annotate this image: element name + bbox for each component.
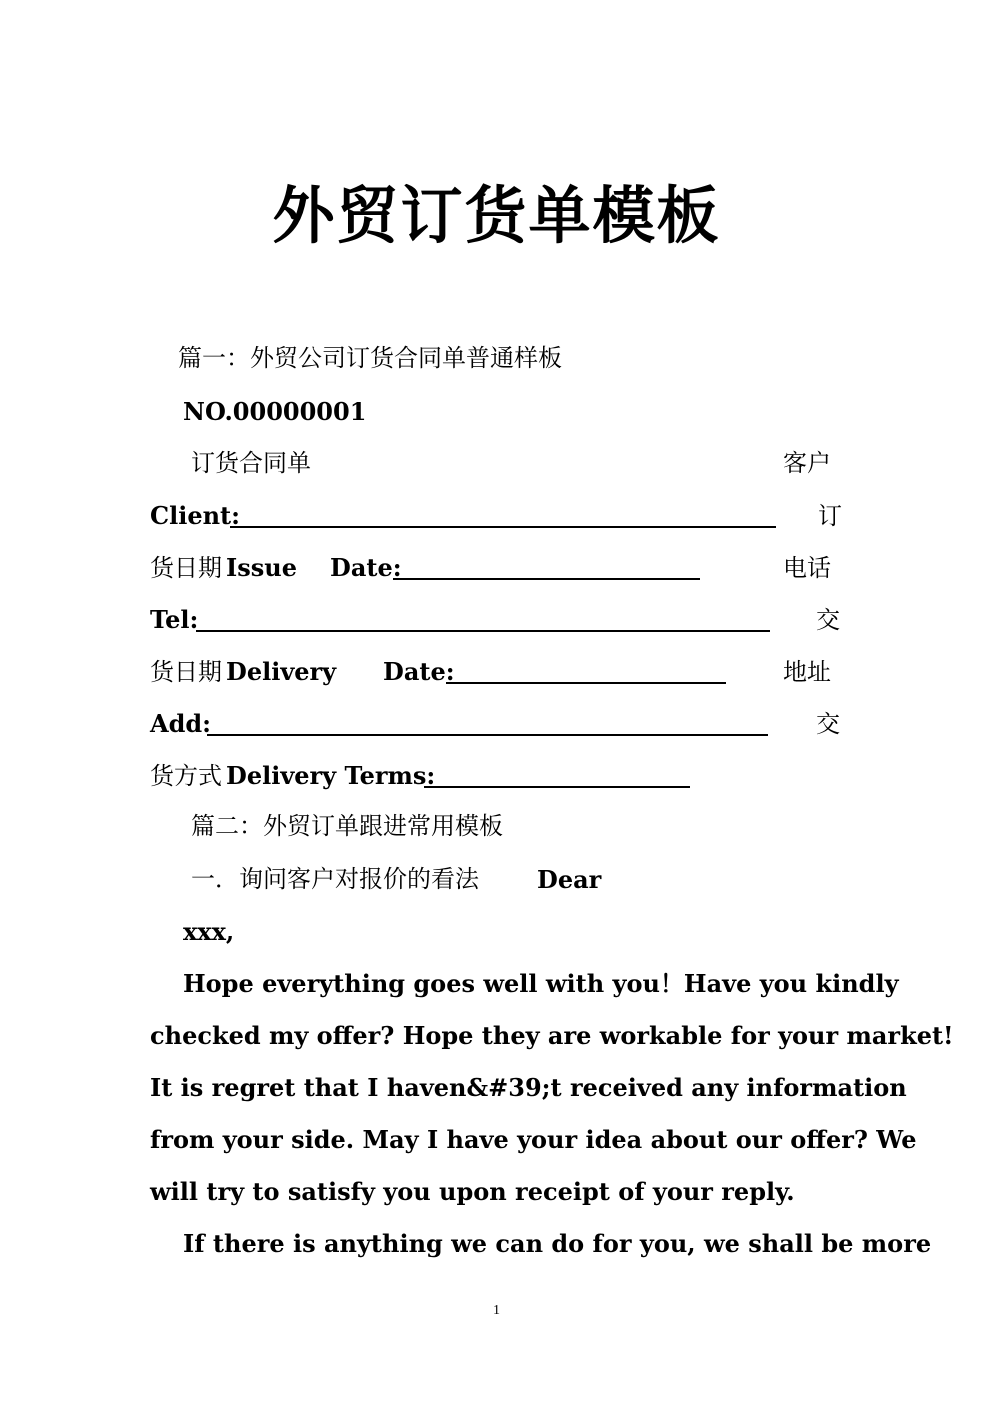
section2-subheading: 一．询问客户对报价的看法 <box>191 865 479 893</box>
paragraph1-line-2: checked my offer? Hope they are workable for your market! <box>150 1021 954 1050</box>
paragraph1-line-3: It is regret that I haven&#39;t received any information <box>150 1073 907 1102</box>
issue-prefix: 货日期 <box>150 554 222 582</box>
terms-prefix-cont: 交 <box>816 710 840 738</box>
delivery-date-row <box>150 655 336 689</box>
delivery-terms-field[interactable] <box>424 786 690 788</box>
issue-label: Issue <box>226 553 297 582</box>
client-field[interactable] <box>230 526 776 528</box>
address-prefix: 地址 <box>783 658 831 686</box>
issue-date-field[interactable] <box>393 578 700 580</box>
salutation-start: Dear <box>537 865 602 894</box>
client-prefix: 客户 <box>783 449 831 477</box>
delivery-date-field[interactable] <box>446 682 726 684</box>
paragraph2-line-1: If there is anything we can do for you, we shall be more <box>183 1229 932 1258</box>
paragraph1-line-1: Hope everything goes well with you！Have you kindly <box>183 969 899 998</box>
paragraph1-line-4: from your side. May I have your idea about our offer? We <box>150 1125 917 1154</box>
terms-prefix: 货方式 <box>150 762 222 790</box>
issue-prefix-cont: 订 <box>818 502 842 530</box>
document-title: 外贸订货单模板 <box>272 179 721 252</box>
tel-field[interactable] <box>196 630 770 632</box>
delivery-label: Delivery <box>226 657 337 686</box>
order-number: NO.00000001 <box>183 397 367 426</box>
delivery-prefix-cont: 交 <box>816 606 840 634</box>
tel-label: Tel: <box>150 605 199 634</box>
delivery-prefix: 货日期 <box>150 658 222 686</box>
section2-heading: 篇二：外贸订单跟进常用模板 <box>191 812 503 840</box>
delivery-terms-row <box>150 759 435 793</box>
paragraph1-line-5: will try to satisfy you upon receipt of your reply. <box>150 1177 795 1206</box>
page-number: 1 <box>493 1303 500 1318</box>
form-title: 订货合同单 <box>191 449 311 477</box>
delivery-date-label: Date: <box>383 657 455 686</box>
terms-label: Delivery Terms: <box>226 761 436 790</box>
section1-heading: 篇一：外贸公司订货合同单普通样板 <box>178 344 562 372</box>
address-field[interactable] <box>207 734 768 736</box>
address-label: Add: <box>150 709 212 738</box>
salutation-end: xxx, <box>183 917 235 946</box>
issue-date-label: Date: <box>330 553 402 582</box>
client-label: Client: <box>150 501 240 530</box>
tel-prefix: 电话 <box>783 554 831 582</box>
issue-date-row <box>150 551 297 585</box>
